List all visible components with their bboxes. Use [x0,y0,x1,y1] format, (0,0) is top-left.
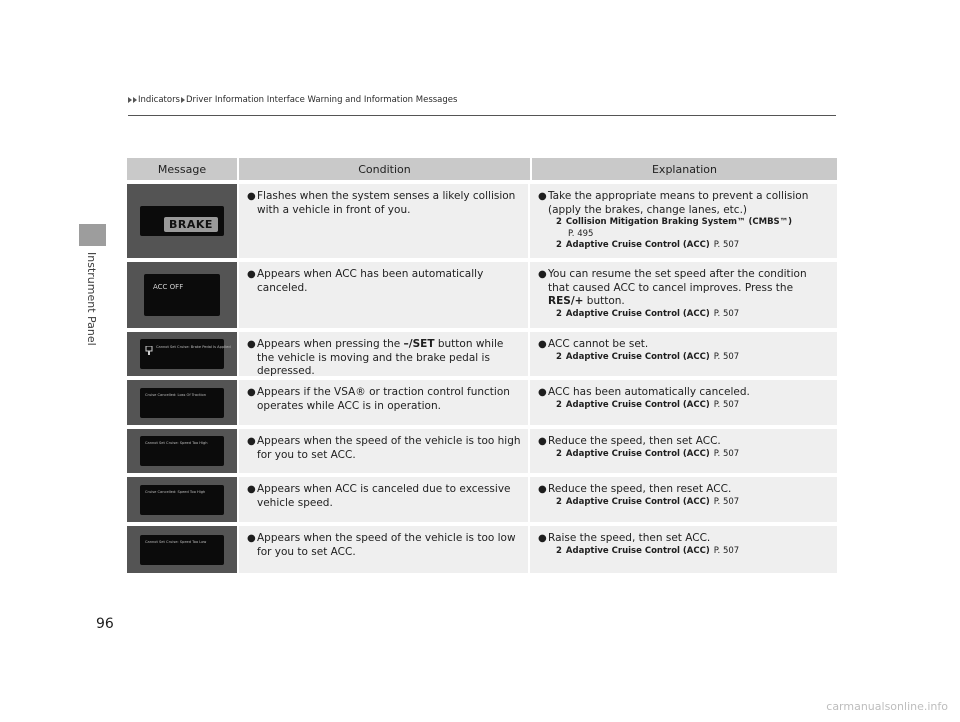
explanation-cell [528,429,833,473]
reference-arrow-icon: 2 [556,448,562,459]
section-tab-marker [79,224,106,246]
reference-link-acc[interactable]: 2 Adaptive Cruise Control (ACC) P. 507 [556,448,740,459]
explanation-cell [528,332,833,376]
explanation-text: Reduce the speed, then set ACC. [548,435,721,447]
table-row [127,526,837,573]
table-row [127,429,837,473]
breadcrumb-arrow-icon [133,97,137,103]
cruise-cancelled-traction-display [140,388,224,418]
explanation-cell [528,477,833,522]
condition-cell [237,380,528,425]
column-header-message: Message [127,158,237,180]
table-row [127,332,837,376]
explanation-text: Take the appropriate means to prevent a collision (apply the brakes, change lanes, etc.) [548,190,809,216]
bullet-icon: ● [538,484,547,495]
condition-text: Appears when pressing the –/SET button while the vehicle is moving and the brake pedal is depressed. [257,338,504,377]
explanation-text: You can resume the set speed after the condition that caused ACC to cancel improves. Press the RES/+ button. [548,268,807,307]
cruise-cancelled-speed-high-display [140,485,224,515]
reference-link-acc[interactable]: 2 Adaptive Cruise Control (ACC) P. 507 [556,399,740,410]
watermark: carmanualsonline.info [826,700,948,713]
acc-off-label: ACC OFF [153,283,184,291]
message-image-cell [127,262,237,328]
explanation-cell [528,262,833,328]
explanation-text: Raise the speed, then set ACC. [548,532,711,544]
reference-arrow-icon: 2 [556,308,562,319]
reference-arrow-icon: 2 [556,351,562,362]
display-message-text: Cruise Cancelled: Speed Too High [145,489,206,494]
bullet-icon: ● [247,484,256,495]
bullet-icon: ● [538,533,547,544]
message-image-cell [127,184,237,258]
table-row [127,380,837,425]
cannot-set-speed-low-display [140,535,224,565]
acc-off-display [144,274,220,316]
table-row [127,477,837,522]
condition-text: Appears if the VSA® or traction control function operates while ACC is in operation. [257,386,510,412]
condition-cell [237,477,528,522]
explanation-text: Reduce the speed, then reset ACC. [548,483,732,495]
message-image-cell [127,526,237,573]
condition-text: Appears when the speed of the vehicle is too high for you to set ACC. [257,435,521,461]
reference-arrow-icon: 2 [556,239,562,250]
breadcrumb [128,95,457,105]
page-number: 96 [96,616,114,632]
table-row [127,184,837,258]
cannot-set-brake-display [140,339,231,369]
header-divider [128,115,836,116]
explanation-cell [528,184,833,258]
explanation-text: ACC cannot be set. [548,338,649,350]
message-image-cell [127,380,237,425]
bullet-icon: ● [538,436,547,447]
breadcrumb-arrow-icon [181,97,185,103]
set-button-label: –/SET [403,338,435,350]
brake-indicator-label: BRAKE [164,217,218,232]
column-header-explanation: Explanation [530,158,837,180]
bullet-icon: ● [538,191,547,202]
section-tab-label: Instrument Panel [85,252,98,346]
message-image-cell [127,429,237,473]
display-message-text: Cannot Set Cruise: Speed Too Low [145,539,207,544]
message-table [127,158,837,573]
breadcrumb-arrow-icon [128,97,132,103]
condition-cell [237,526,528,573]
explanation-cell [528,380,833,425]
reference-link-cmbs[interactable]: 2 Collision Mitigation Braking System™ (CMBS™) [556,217,793,227]
breadcrumb-item-warning-messages[interactable]: Driver Information Interface Warning and Information Messages [186,95,458,105]
reference-link-acc[interactable]: 2 Adaptive Cruise Control (ACC) P. 507 [556,351,740,362]
column-header-condition: Condition [237,158,530,180]
reference-arrow-icon: 2 [556,217,562,227]
bullet-icon: ● [247,269,256,280]
reference-link-acc[interactable]: 2 Adaptive Cruise Control (ACC) P. 507 [556,496,740,507]
display-message-text: Cruise Cancelled: Loss Of Traction [145,392,206,397]
reference-link-acc[interactable]: 2 Adaptive Cruise Control (ACC) P. 507 [556,239,740,250]
bullet-icon: ● [538,387,547,398]
res-button-label: RES/+ [548,295,584,307]
reference-arrow-icon: 2 [556,496,562,507]
display-message-text: Cannot Set Cruise: Brake Pedal Is Applied [156,345,231,349]
explanation-cell [528,526,833,573]
condition-cell [237,184,528,258]
reference-link-acc[interactable]: 2 Adaptive Cruise Control (ACC) P. 507 [556,308,740,319]
condition-text: Appears when the speed of the vehicle is too low for you to set ACC. [257,532,516,558]
reference-arrow-icon: 2 [556,399,562,410]
display-message-text: Cannot Set Cruise: Speed Too High [145,441,208,445]
condition-cell [237,332,528,376]
bullet-icon: ● [247,436,256,447]
condition-cell [237,262,528,328]
condition-cell [237,429,528,473]
bullet-icon: ● [247,387,256,398]
brake-pedal-icon [145,346,153,355]
message-image-cell [127,477,237,522]
bullet-icon: ● [247,533,256,544]
bullet-icon: ● [247,191,256,202]
bullet-icon: ● [247,339,256,350]
reference-arrow-icon: 2 [556,545,562,556]
table-header [127,158,837,180]
breadcrumb-item-indicators[interactable]: Indicators [138,95,180,105]
cannot-set-speed-high-display [140,436,224,466]
explanation-text: ACC has been automatically canceled. [548,386,750,398]
bullet-icon: ● [538,269,547,280]
message-image-cell [127,332,237,376]
reference-page[interactable]: P. 495 [568,228,594,239]
brake-display [140,206,224,236]
bullet-icon: ● [538,339,547,350]
reference-link-acc[interactable]: 2 Adaptive Cruise Control (ACC) P. 507 [556,545,740,556]
condition-text: Flashes when the system senses a likely collision with a vehicle in front of you. [257,190,516,216]
condition-text: Appears when ACC has been automatically canceled. [257,268,484,294]
table-row [127,262,837,328]
condition-text: Appears when ACC is canceled due to excessive vehicle speed. [257,483,511,509]
